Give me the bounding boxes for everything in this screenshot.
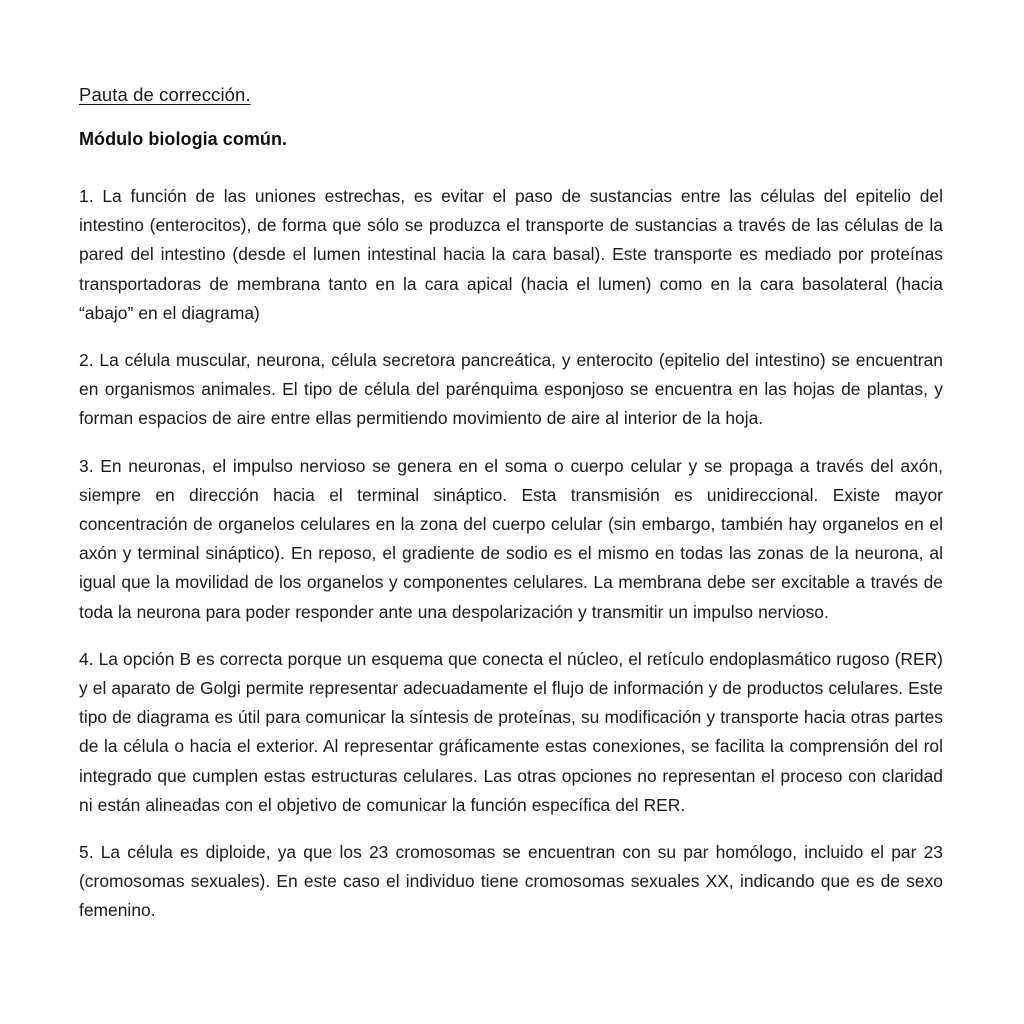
answer-paragraph-4: 4. La opción B es correcta porque un esquema que conecta el núcleo, el retículo endoplasmático rugoso (RER) y el aparato de Golgi permite representar adecuadamente el flujo de información y de productos celulares. Este tipo de diagrama es útil para comunicar la síntesis de proteínas, su modificación y transporte hacia otras partes de la célula o hacia el exterior. Al representar gráficamente estas conexiones, se facilita la comprensión del rol integrado que cumplen estas estructuras celulares. Las otras opciones no representan el proceso con claridad ni están alineadas con el objetivo de comunicar la función específica del RER. [79,648,943,815]
answer-paragraph-1: 1. La función de las uniones estrechas, es evitar el paso de sustancias entre las células del epitelio del intestino (enterocitos), de forma que sólo se produzca el transporte de sustancias a través de las células de la pared del intestino (desde el lumen intestinal hacia la cara basal). Este transporte es mediado por proteínas transportadoras de membrana tanto en la cara apical (hacia el lumen) como en la cara basolateral (hacia “abajo” en el diagrama) [79,186,943,323]
answer-paragraph-2: 2. La célula muscular, neurona, célula secretora pancreática, y enterocito (epitelio del intestino) se encuentran en organismos animales. El tipo de célula del parénquima esponjoso se encuentra en las hojas de plantas, y forman espacios de aire entre ellas permitiendo movimiento de aire al interior de la hoja. [79,350,943,429]
answers-list [79,182,943,926]
document-subtitle: Módulo biologia común. [79,129,288,149]
answer-paragraph-5: 5. La célula es diploide, ya que los 23 cromosomas se encuentran con su par homólogo, incluido el par 23 (cromosomas sexuales). En este caso el individuo tiene cromosomas sexuales XX, indicando que es de sexo femenino. [79,842,943,921]
document-body [79,82,943,926]
answer-paragraph-3: 3. En neuronas, el impulso nervioso se genera en el soma o cuerpo celular y se propaga a través del axón, siempre en dirección hacia el terminal sináptico. Esta transmisión es unidireccional. Existe mayor concentración de organelos celulares en la zona del cuerpo celular (sin embargo, también hay organelos en el axón y terminal sináptico). En reposo, el gradiente de sodio es el mismo en todas las zonas de la neurona, al igual que la movilidad de los organelos y componentes celulares. La membrana debe ser excitable a través de toda la neurona para poder responder ante una despolarización y transmitir un impulso nervioso. [79,455,943,622]
document-title: Pauta de corrección. [79,84,251,105]
